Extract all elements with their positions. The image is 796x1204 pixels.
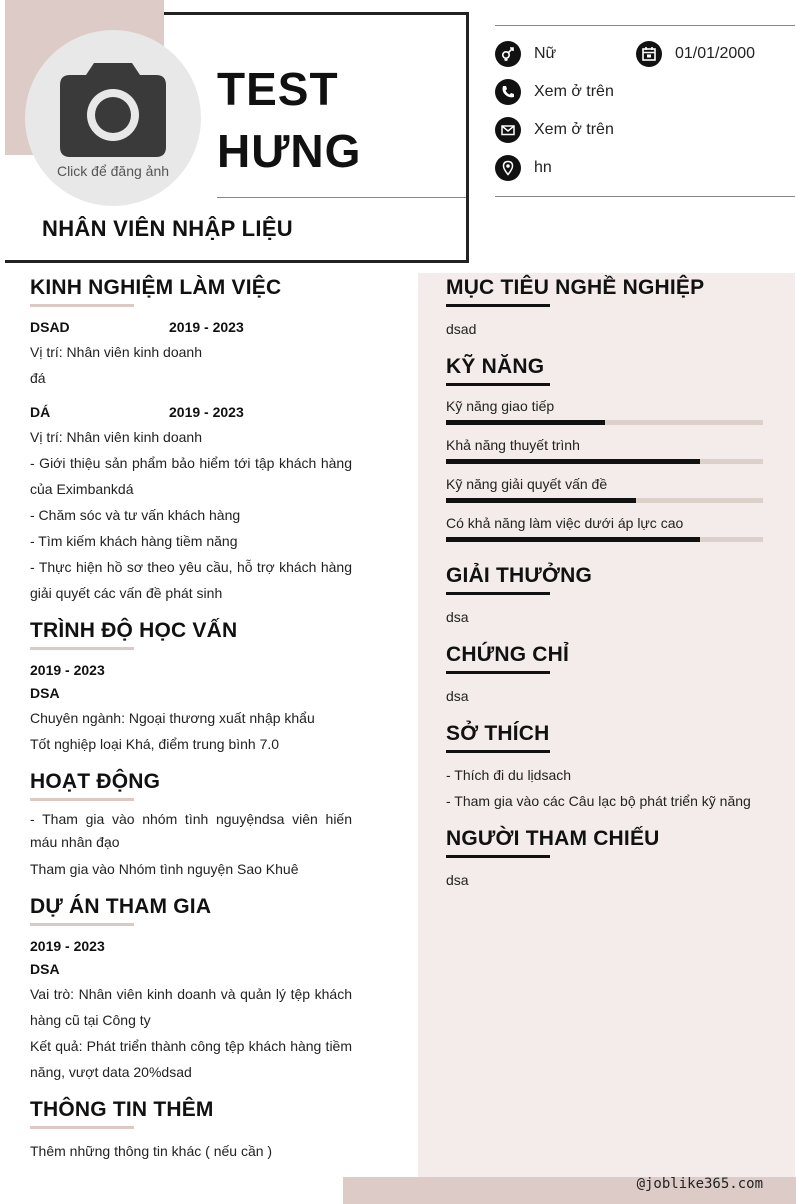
contact-gender: Nữ [495,41,556,67]
calendar-icon [636,41,662,67]
gender-icon [495,41,521,67]
education-grade: Tốt nghiệp loại Khá, điểm trung bình 7.0 [30,736,280,752]
section-underline [446,671,550,674]
section-title-skills: KỸ NĂNG [446,355,545,378]
skill-bar-fill [446,459,700,464]
education-major: Chuyên ngành: Ngoại thương xuất nhập khẩu [30,710,315,726]
section-underline [30,304,134,307]
references-text: dsa [446,872,469,888]
project-result: Kết quả: Phát triển thành công tệp khách hàng tiềm năng, vượt data 20%dsad [30,1038,352,1080]
activity-item: Tham gia vào Nhóm tình nguyện Sao Khuê [30,861,299,877]
footer-brand: @joblike365.com [636,1176,763,1192]
job-company: DSAD [30,319,70,335]
contact-birthday: 01/01/2000 [636,41,755,67]
section-underline [30,647,134,650]
project-name: DSA [30,961,60,977]
skill-label: Có khả năng làm việc dưới áp lực cao [446,515,684,531]
section-title-additional: THÔNG TIN THÊM [30,1098,214,1121]
section-underline [446,383,550,386]
avatar-upload[interactable] [25,30,201,206]
certificates-text: dsa [446,688,469,704]
objective-text: dsad [446,321,477,337]
avatar-caption: Click để đăng ảnh [56,163,170,179]
job-period: 2019 - 2023 [169,319,244,335]
project-period: 2019 - 2023 [30,938,105,954]
candidate-name: TEST HƯNG [217,63,362,177]
skill-bar-fill [446,420,605,425]
education-school: DSA [30,685,60,701]
phone-icon [495,79,521,105]
contact-address: hn [495,155,552,181]
section-title-certificates: CHỨNG CHỈ [446,643,570,666]
skill-bar-fill [446,537,700,542]
section-title-objective: MỤC TIÊU NGHỀ NGHIỆP [446,276,705,299]
section-underline [446,855,550,858]
section-title-references: NGƯỜI THAM CHIẾU [446,827,660,850]
camera-icon [60,63,166,157]
location-pin-icon [495,155,521,181]
section-title-education: TRÌNH ĐỘ HỌC VẤN [30,619,238,642]
section-title-projects: DỰ ÁN THAM GIA [30,895,212,918]
skill-bar [446,459,763,464]
project-role: Vai trò: Nhân viên kinh doanh và quản lý tệp khách hàng cũ tại Công ty [30,986,352,1028]
job-title: NHÂN VIÊN NHẬP LIỆU [42,216,293,241]
section-underline [446,304,550,307]
job-description: - Giới thiệu sản phẩm bảo hiểm tới tập khách hàng của Eximbankdá [30,455,352,497]
email-icon [495,117,521,143]
divider [217,197,466,198]
job-description: đá [30,370,46,386]
skill-label: Khả năng thuyết trình [446,437,580,453]
job-description: - Thực hiện hồ sơ theo yêu cầu, hỗ trợ khách hàng giải quyết các vấn đề phát sinh [30,559,352,601]
job-position: Vị trí: Nhân viên kinh doanh [30,429,202,445]
skill-bar [446,420,763,425]
divider [495,196,795,197]
skill-bar [446,537,763,542]
section-underline [446,750,550,753]
awards-text: dsa [446,609,469,625]
contact-phone: Xem ở trên [495,79,614,105]
education-period: 2019 - 2023 [30,662,105,678]
section-underline [30,798,134,801]
job-period: 2019 - 2023 [169,404,244,420]
additional-info: Thêm những thông tin khác ( nếu cần ) [30,1143,273,1159]
job-company: DÁ [30,404,51,420]
section-title-awards: GIẢI THƯỞNG [446,564,593,587]
contact-email: Xem ở trên [495,117,614,143]
skill-label: Kỹ năng giao tiếp [446,398,555,414]
activity-item: - Tham gia vào nhóm tình nguyệndsa viên hiến máu nhân đạo [30,811,352,850]
section-underline [30,923,134,926]
divider [495,25,795,26]
hobby-item: - Thích đi du lịdsach [446,767,572,783]
job-description: - Chăm sóc và tư vấn khách hàng [30,507,241,523]
job-description: - Tìm kiếm khách hàng tiềm năng [30,533,238,549]
section-title-activities: HOẠT ĐỘNG [30,770,161,793]
skill-label: Kỹ năng giải quyết vấn đề [446,476,608,492]
section-title-hobbies: SỞ THÍCH [446,722,550,745]
hobby-item: - Tham gia vào các Câu lạc bộ phát triển kỹ năng [446,793,751,809]
section-underline [30,1126,134,1129]
skill-bar [446,498,763,503]
section-underline [446,592,550,595]
skill-bar-fill [446,498,636,503]
section-title-experience: KINH NGHIỆM LÀM VIỆC [30,276,282,299]
job-position: Vị trí: Nhân viên kinh doanh [30,344,202,360]
